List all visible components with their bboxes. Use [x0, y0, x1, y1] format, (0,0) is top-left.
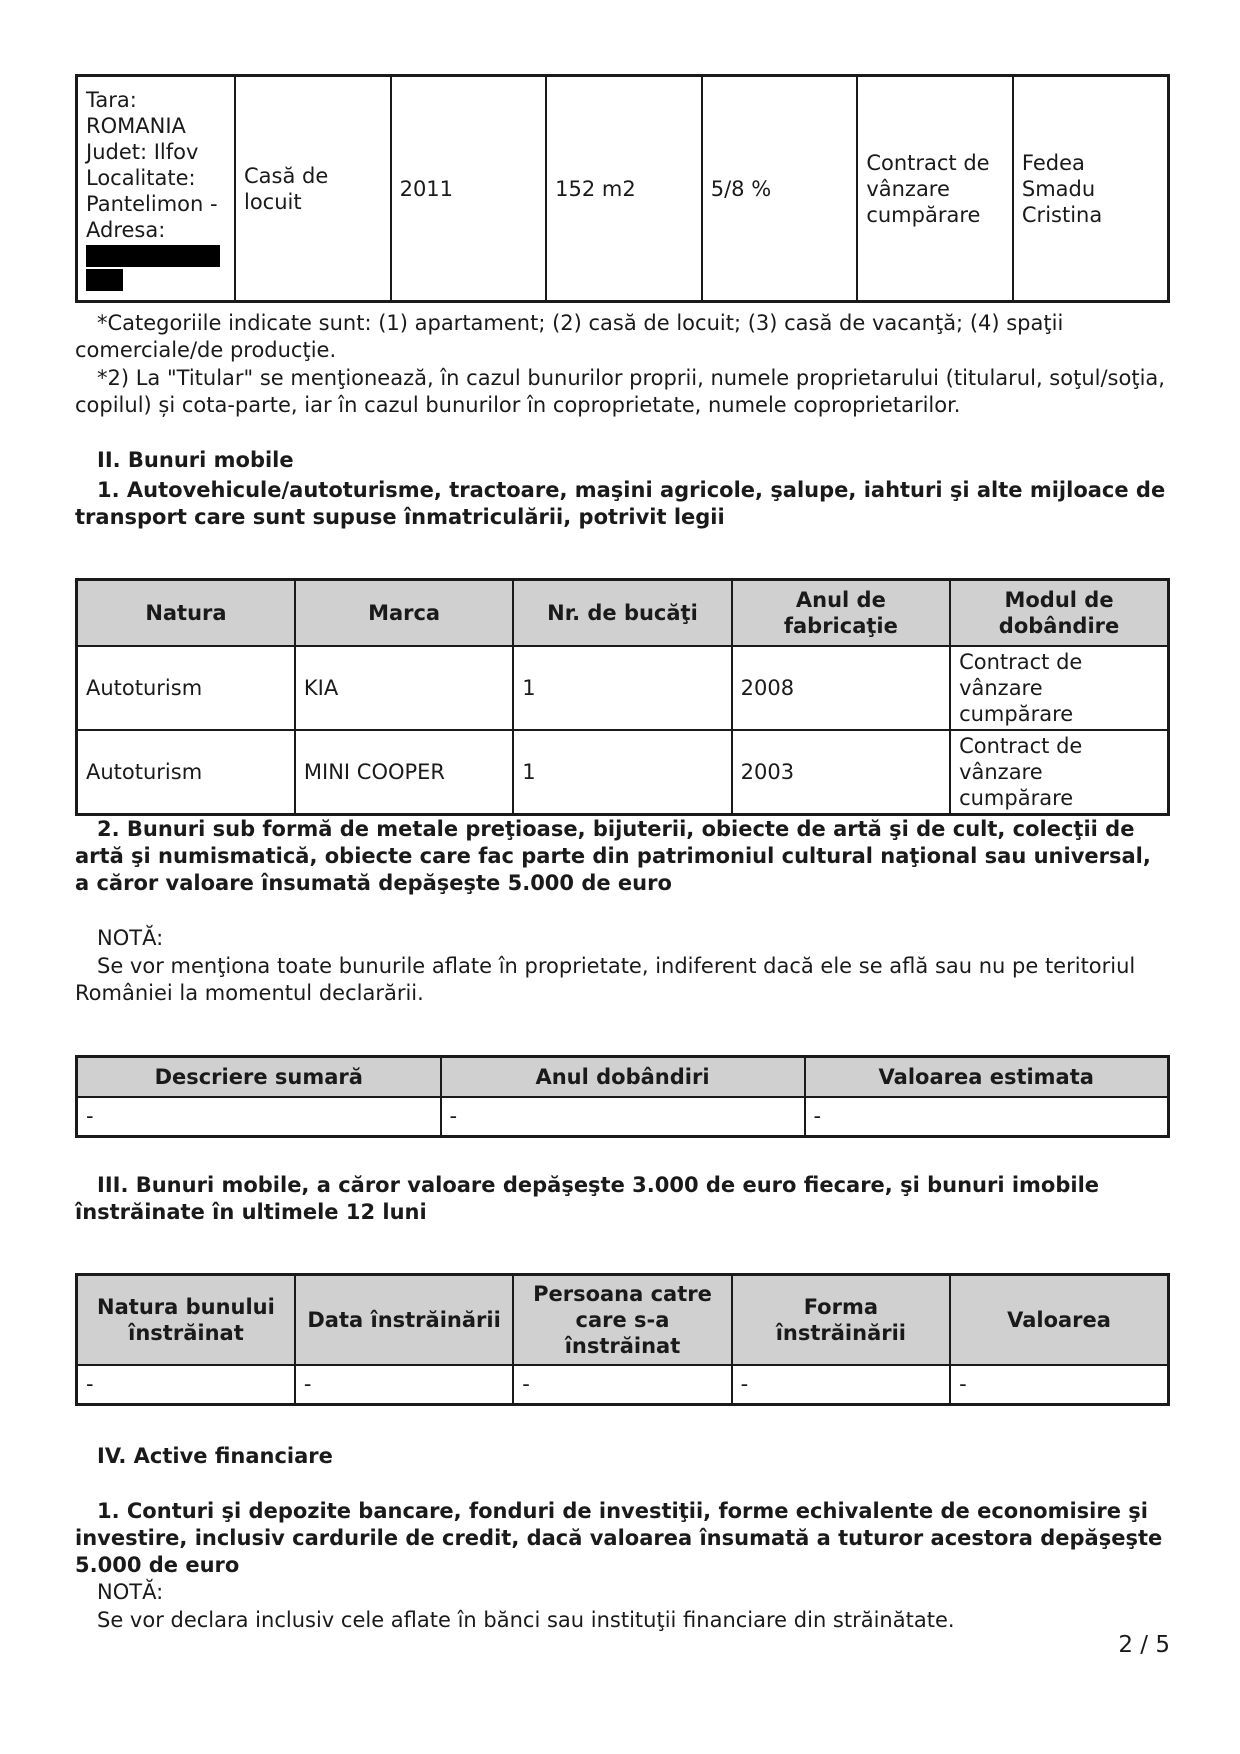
- table-row: [77, 1097, 1169, 1137]
- valuables-table: [75, 1055, 1170, 1138]
- table-cell: Contract de vânzare cumpărare: [950, 730, 1168, 815]
- note-label: NOTĂ:: [97, 1580, 164, 1604]
- table-header-row: [77, 1057, 1169, 1097]
- column-header: Data înstrăinării: [295, 1275, 513, 1365]
- table-cell: 1: [513, 646, 731, 730]
- redaction-bar: [86, 245, 220, 267]
- vehicles-table: [75, 578, 1170, 816]
- column-header: Valoarea: [950, 1275, 1168, 1365]
- column-header: Natura: [77, 580, 295, 646]
- subsection-heading: 1. Autovehicule/autoturisme, tractoare, maşini agricole, şalupe, iahturi şi alte mijloace de transport care sunt supuse înmatriculării, potrivit legii: [75, 478, 1166, 529]
- table-cell: 2008: [732, 646, 950, 730]
- column-header: Valoarea estimata: [805, 1057, 1169, 1097]
- subsection-heading: 1. Conturi şi depozite bancare, fonduri de investiţii, forme echivalente de economisire şi investire, inclusiv cardurile de credit, dacă valoarea însumată a tuturor acestora depăşeşte 5.000 de euro: [75, 1499, 1163, 1577]
- address-line: Pantelimon -: [86, 191, 218, 216]
- section-heading: IV. Active financiare: [97, 1444, 333, 1468]
- redaction-bar: [86, 269, 123, 291]
- address-line: Adresa:: [86, 217, 166, 242]
- table-cell: Contract de vânzare cumpărare: [950, 646, 1168, 730]
- property-table: [75, 74, 1170, 303]
- table-cell: Autoturism: [77, 730, 295, 815]
- table-cell: Autoturism: [77, 646, 295, 730]
- column-header: Anul dobândiri: [441, 1057, 805, 1097]
- address-line: Localitate:: [86, 165, 196, 190]
- owner-cell: Fedea Smadu Cristina: [1013, 76, 1169, 302]
- column-header: Anul de fabricaţie: [732, 580, 950, 646]
- address-line: Judet: Ilfov: [86, 139, 199, 164]
- year-cell: 2011: [391, 76, 547, 302]
- column-header: Persoana catre care s-a înstrăinat: [513, 1275, 731, 1365]
- address-line: ROMANIA: [86, 113, 186, 138]
- table-cell: -: [295, 1365, 513, 1405]
- table-cell: MINI COOPER: [295, 730, 513, 815]
- table-cell: -: [513, 1365, 731, 1405]
- table-cell: -: [732, 1365, 950, 1405]
- address-cell: [77, 76, 236, 302]
- categories-note: *Categoriile indicate sunt: (1) apartament; (2) casă de locuit; (3) casă de vacanţă; (4) spaţii comerciale/de producţie.: [75, 311, 1064, 362]
- table-row: [77, 76, 1169, 302]
- note-text: Se vor declara inclusiv cele aflate în bănci sau instituţii financiare din străinătate.: [97, 1608, 955, 1632]
- table-header-row: [77, 580, 1169, 646]
- column-header: Nr. de bucăţi: [513, 580, 731, 646]
- table-row: [77, 1365, 1169, 1405]
- column-header: Modul de dobândire: [950, 580, 1168, 646]
- alienated-goods-table: [75, 1273, 1170, 1406]
- table-cell: KIA: [295, 646, 513, 730]
- table-cell: 1: [513, 730, 731, 815]
- section-heading: III. Bunuri mobile, a căror valoare depăşeşte 3.000 de euro fiecare, şi bunuri imobile înstrăinate în ultimele 12 luni: [75, 1173, 1100, 1224]
- address-line: Tara:: [86, 87, 137, 112]
- table-header-row: [77, 1275, 1169, 1365]
- table-cell: -: [805, 1097, 1169, 1137]
- column-header: Natura bunului înstrăinat: [77, 1275, 295, 1365]
- area-cell: 152 m2: [546, 76, 702, 302]
- table-row: [77, 646, 1169, 730]
- subsection-heading: 2. Bunuri sub formă de metale preţioase, bijuterii, obiecte de artă şi de cult, colecţii de artă şi numismatică, obiecte care fac parte din patrimoniul cultural naţional sau universal, a căror valoare însumată depăşeşte 5.000 de euro: [75, 817, 1151, 895]
- note-text: Se vor menţiona toate bunurile aflate în proprietate, indiferent dacă ele se află sau nu pe teritoriul României la momentul declarării.: [75, 954, 1136, 1005]
- table-cell: -: [950, 1365, 1168, 1405]
- column-header: Forma înstrăinării: [732, 1275, 950, 1365]
- section-heading: II. Bunuri mobile: [97, 448, 294, 472]
- category-cell: Casă de locuit: [235, 76, 391, 302]
- table-cell: -: [441, 1097, 805, 1137]
- table-cell: 2003: [732, 730, 950, 815]
- column-header: Descriere sumară: [77, 1057, 441, 1097]
- titular-note: *2) La "Titular" se menţionează, în cazul bunurilor proprii, numele proprietarului (titularul, soţul/soţia, copilul) și cota-parte, iar în cazul bunurilor în coproprietate, numele coproprietarilor.: [75, 366, 1165, 417]
- note-label: NOTĂ:: [97, 926, 164, 950]
- acquisition-cell: Contract de vânzare cumpărare: [857, 76, 1013, 302]
- column-header: Marca: [295, 580, 513, 646]
- share-cell: 5/8 %: [702, 76, 858, 302]
- table-cell: -: [77, 1365, 295, 1405]
- page-number: 2 / 5: [1118, 1632, 1170, 1658]
- table-row: [77, 730, 1169, 815]
- table-cell: -: [77, 1097, 441, 1137]
